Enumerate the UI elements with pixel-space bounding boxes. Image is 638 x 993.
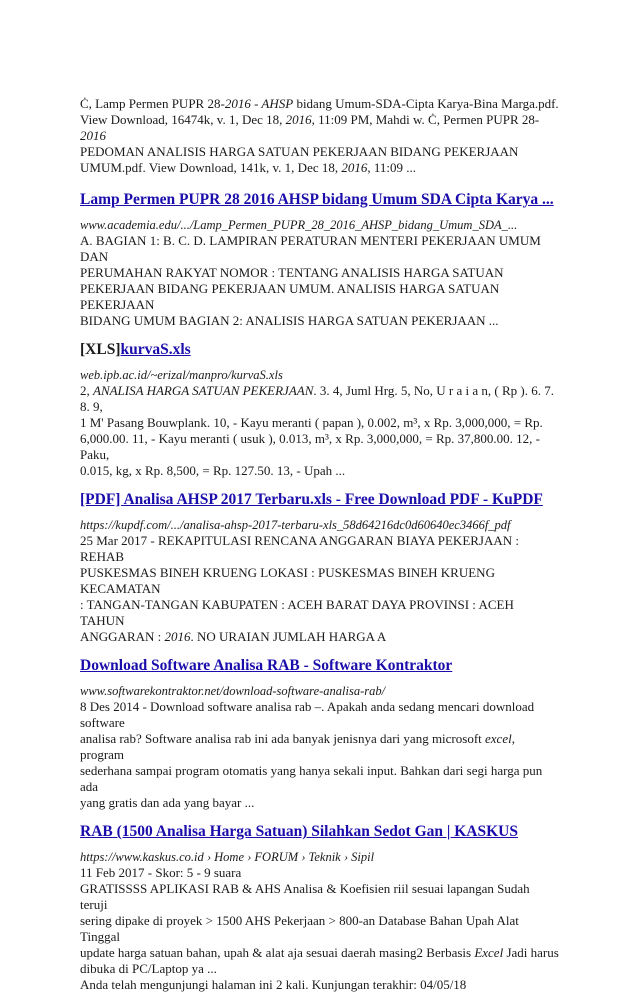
snippet-line: 0.015, kg, x Rp. 8,500, = Rp. 127.50. 13, - Upah ... [80,463,346,478]
snippet-line: 25 Mar 2017 - REKAPITULASI RENCANA ANGGARAN BIAYA PEKERJAAN : REHAB [80,533,520,564]
snippet-text: analisa rab? Software analisa rab ini ada banyak jenisnya dari yang microsoft [80,731,486,746]
snippet-text: . 3. 4, Juml Hrg. 5, No, U r a i a n, ( Rp ). 6. 7. 8. 9, [80,383,554,414]
intro-text: , 11:09 ... [367,160,416,175]
result-title-link[interactable]: Download Software Analisa RAB - Software Kontraktor [80,657,453,674]
snippet-line: yang gratis dan ada yang bayar ... [80,795,255,810]
intro-emphasis: 2016 - AHSP [224,96,294,111]
intro-text: PEDOMAN ANALISIS HARGA SATUAN PEKERJAAN BIDANG PEKERJAAN [80,144,519,159]
search-result [80,190,560,329]
snippet-text: Jadi harus [503,945,559,960]
result-snippet [80,233,560,329]
intro-text: bidang Umum-SDA-Cipta Karya-Bina Marga.pdf. [293,96,559,111]
result-title [80,340,560,359]
result-snippet [80,533,560,645]
snippet-emphasis: Excel [474,945,504,960]
snippet-text: 2, [80,383,93,398]
snippet-line: sederhana sampai program otomatis yang hanya sekali input. Bahkan dari segi harga pun ada [80,763,543,794]
visit-history-note: Anda telah mengunjungi halaman ini 2 kali. Kunjungan terakhir: 04/05/18 [80,977,467,992]
result-url: web.ipb.ac.id/~erizal/manpro/kurvaS.xls [80,368,283,382]
intro-emphasis: 2016 [341,160,368,175]
snippet-line: A. BAGIAN 1: B. C. D. LAMPIRAN PERATURAN MENTERI PEKERJAAN UMUM DAN [80,233,541,264]
intro-text: UMUM.pdf. View Download, 141k, v. 1, Dec 18, [80,160,342,175]
snippet-line: PERUMAHAN RAKYAT NOMOR : TENTANG ANALISIS HARGA SATUAN [80,265,504,280]
result-snippet [80,699,560,811]
snippet-line: 1 M' Pasang Bouwplank. 10, - Kayu meranti ( papan ), 0.002, m³, x Rp. 3,000,000, = Rp. [80,415,543,430]
snippet-line: 8 Des 2014 - Download software analisa rab –. Apakah anda sedang mencari download software [80,699,535,730]
search-result [80,822,560,993]
intro-text: View Download, 16474k, v. 1, Dec 18, [80,112,286,127]
result-url: https://kupdf.com/.../analisa-ahsp-2017-terbaru-xls_58d64216dc0d60640ec3466f_pdf [80,518,511,532]
intro-emphasis: 2016 [285,112,312,127]
snippet-line: sering dipake di proyek > 1500 AHS Pekerjaan > 800-an Database Bahan Upah Alat Tinggal [80,913,519,944]
intro-emphasis: 2016 [80,128,106,143]
intro-text: Ċ, Lamp Permen PUPR 28- [80,96,225,111]
result-url: https://www.kaskus.co.id › Home › FORUM › Teknik › Sipil [80,850,375,864]
result-title-link[interactable]: kurvaS.xls [120,341,191,358]
intro-snippet [80,96,560,176]
result-url: www.academia.edu/.../Lamp_Permen_PUPR_28_2016_AHSP_bidang_Umum_SDA_... [80,218,518,232]
result-snippet [80,865,560,993]
result-url: www.softwarekontraktor.net/download-software-analisa-rab/ [80,684,386,698]
snippet-line: 6,000.00. 11, - Kayu meranti ( usuk ), 0.013, m³, x Rp. 3,000,000, = Rp. 37,800.00. 12, - Paku, [80,431,540,462]
result-title-link[interactable]: RAB (1500 Analisa Harga Satuan) Silahkan Sedot Gan | KASKUS [80,823,518,840]
snippet-emphasis: excel [485,731,512,746]
snippet-line: GRATISSSS APLIKASI RAB & AHS Analisa & Koefisien riil sesuai lapangan Sudah teruji [80,881,530,912]
snippet-line: : TANGAN-TANGAN KABUPATEN : ACEH BARAT DAYA PROVINSI : ACEH TAHUN [80,597,514,628]
snippet-line: dibuka di PC/Laptop ya ... [80,961,217,976]
snippet-emphasis: ANALISA HARGA SATUAN PEKERJAAN [93,383,314,398]
snippet-emphasis: 2016 [164,629,191,644]
file-type-prefix: [XLS] [80,341,121,358]
snippet-line: PEKERJAAN BIDANG PEKERJAAN UMUM. ANALISIS HARGA SATUAN PEKERJAAN [80,281,500,312]
snippet-line: BIDANG UMUM BAGIAN 2: ANALISIS HARGA SATUAN PEKERJAAN ... [80,313,499,328]
snippet-text: , program [80,731,515,762]
search-results-page [80,96,560,993]
result-snippet [80,383,560,479]
snippet-text: . NO URAIAN JUMLAH HARGA A [190,629,387,644]
result-title-link[interactable]: Lamp Permen PUPR 28 2016 AHSP bidang Umum SDA Cipta Karya ... [80,191,554,208]
snippet-text: ANGGARAN : [80,629,165,644]
search-result [80,340,560,479]
intro-text: , 11:09 PM, Mahdi w. Ċ, Permen PUPR 28- [311,112,540,127]
result-title-link[interactable]: [PDF] Analisa AHSP 2017 Terbaru.xls - Free Download PDF - KuPDF [80,491,543,508]
search-result [80,656,560,811]
snippet-line: 11 Feb 2017 - Skor: 5 - 9 suara [80,865,242,880]
snippet-text: update harga satuan bahan, upah & alat aja sesuai daerah masing2 Berbasis [80,945,475,960]
search-result [80,490,560,645]
snippet-line: PUSKESMAS BINEH KRUENG LOKASI : PUSKESMAS BINEH KRUENG KECAMATAN [80,565,495,596]
